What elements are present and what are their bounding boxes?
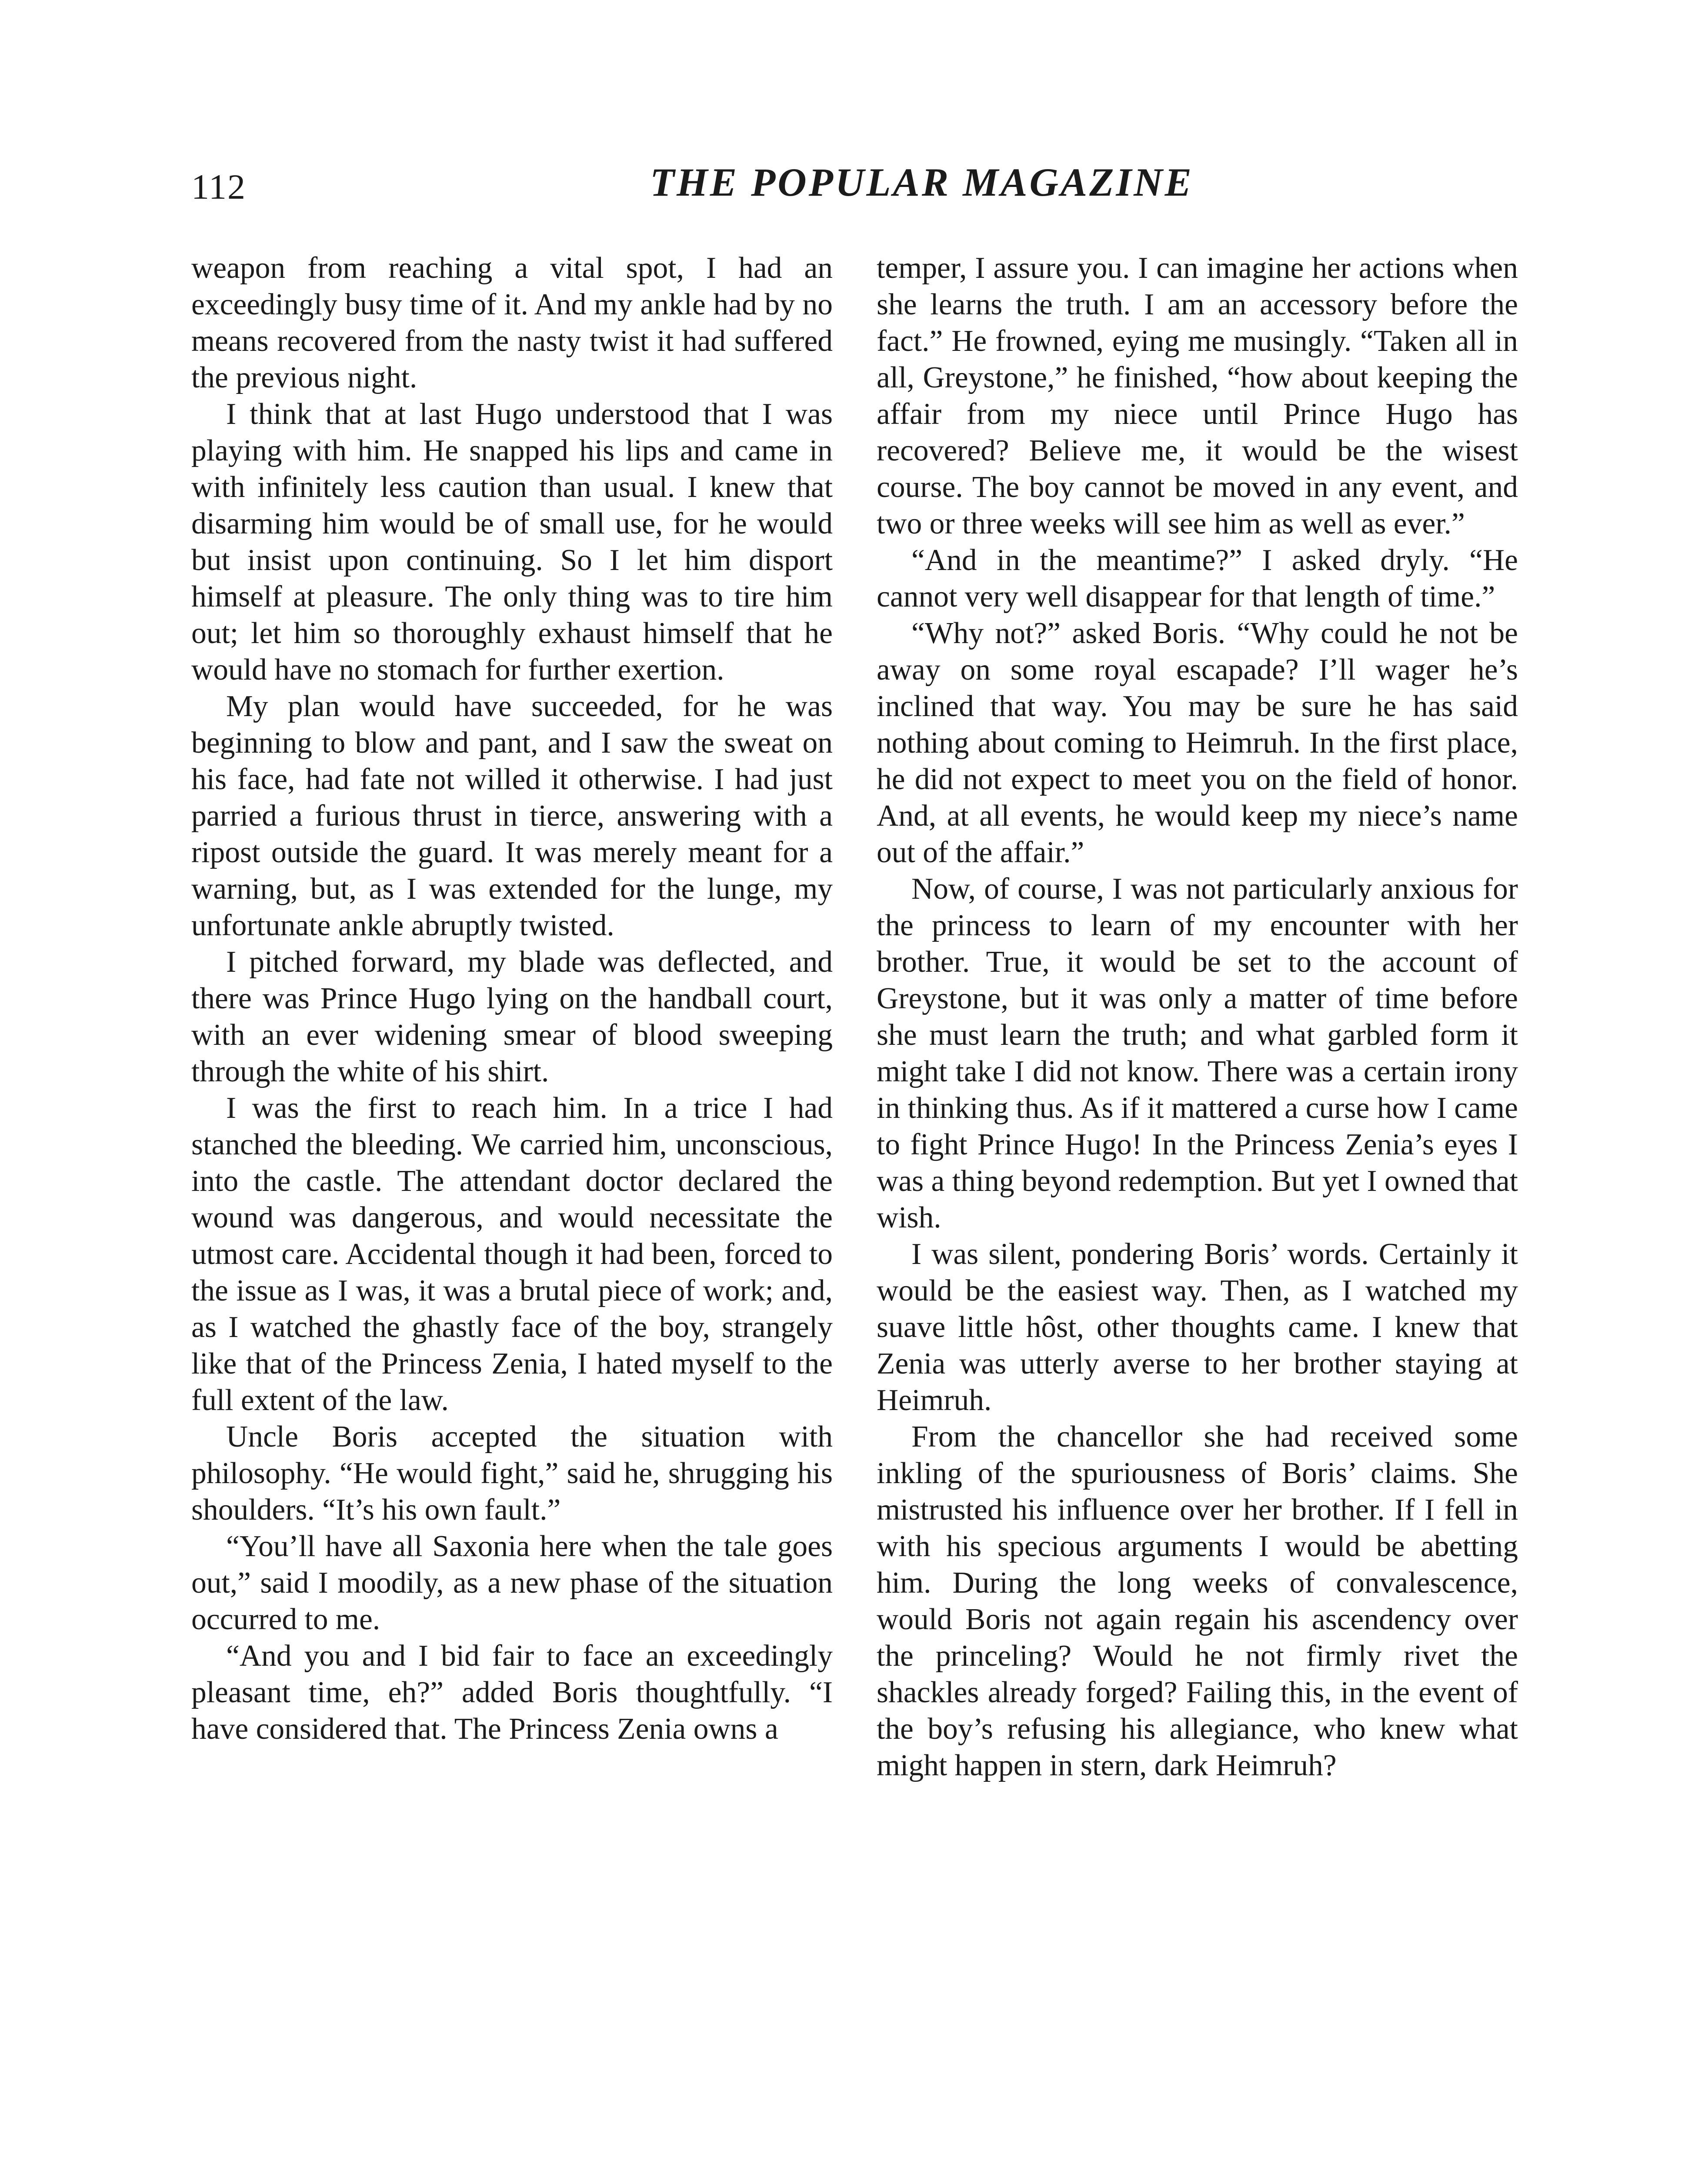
paragraph: weapon from reaching a vital spot, I had an exceedingly busy time of it. And my ankle had by no means recovered from the nasty twist it had suffered the previous night. — [191, 251, 833, 394]
paragraph: My plan would have succeeded, for he was beginning to blow and pant, and I saw the sweat on his face, had fate not willed it otherwise. I had just parried a furious thrust in tierce, answering with a ripost outside the guard. It was merely meant for a warning, but, as I was extended for the lunge, my unfortunate ankle abruptly twisted. — [191, 690, 833, 942]
paragraph: I think that at last Hugo understood that I was playing with him. He snapped his lips and came in with infinitely less caution than usual. I knew that disarming him would be of small use, for he would but insist upon continuing. So I let him disport himself at pleasure. The only thing was to tire him out; let him so thoroughly exhaust himself that he would have no stomach for further exertion. — [191, 397, 833, 687]
paragraph: From the chancellor she had received some inkling of the spuriousness of Boris’ claims. She mistrusted his influence over her brother. If I fell in with his specious arguments I would be abetting him. During the long weeks of convalescence, would Boris not again regain his ascendency over the princeling? Would he not firmly rivet the shackles already forged? Failing this, in the event of the boy’s refusing his allegiance, who knew what might happen in stern, dark Heimruh? — [877, 1420, 1518, 1782]
paragraph: “Why not?” asked Boris. “Why could he not be away on some royal escapade? I’ll wager he’s inclined that way. You may be sure he has said nothing about coming to Heimruh. In the first place, he did not expect to meet you on the field of honor. And, at all events, he would keep my niece’s name out of the affair.” — [877, 617, 1518, 869]
right-column — [877, 250, 1518, 1784]
paragraph: I was silent, pondering Boris’ words. Certainly it would be the easiest way. Then, as I watched my suave little hôst, other thoughts came. I knew that Zenia was utterly averse to her brother staying at Heimruh. — [877, 1237, 1518, 1417]
paragraph: Uncle Boris accepted the situation with philosophy. “He would fight,” said he, shrugging his shoulders. “It’s his own fault.” — [191, 1420, 833, 1527]
page-number: 112 — [191, 167, 246, 207]
left-column — [191, 250, 833, 1747]
paragraph: I pitched forward, my blade was deflected, and there was Prince Hugo lying on the handball court, with an ever widening smear of blood sweeping through the white of his shirt. — [191, 945, 833, 1088]
running-head: THE POPULAR MAGAZINE — [650, 160, 1194, 204]
paragraph: temper, I assure you. I can imagine her actions when she learns the truth. I am an accessory before the fact.” He frowned, eying me musingly. “Taken all in all, Greystone,” he finished, “how about keeping the affair from my niece until Prince Hugo has recovered? Believe me, it would be the wisest course. The boy cannot be moved in any event, and two or three weeks will see him as well as ever.” — [877, 251, 1518, 540]
paragraph: “And in the meantime?” I asked dryly. “He cannot very well disappear for that length of time.” — [877, 544, 1518, 614]
paragraph: Now, of course, I was not particularly anxious for the princess to learn of my encounter with her brother. True, it would be set to the account of Greystone, but it was only a matter of time before she must learn the truth; and what garbled form it might take I did not know. There was a certain irony in thinking thus. As if it mattered a curse how I came to fight Prince Hugo! In the Princess Zenia’s eyes I was a thing beyond redemption. But yet I owned that wish. — [877, 872, 1518, 1234]
paragraph: I was the first to reach him. In a trice I had stanched the bleeding. We carried him, unconscious, into the castle. The attendant doctor declared the wound was dangerous, and would necessitate the utmost care. Accidental though it had been, forced to the issue as I was, it was a brutal piece of work; and, as I watched the ghastly face of the boy, strangely like that of the Princess Zenia, I hated myself to the full extent of the law. — [191, 1091, 833, 1417]
paragraph: “And you and I bid fair to face an exceedingly pleasant time, eh?” added Boris thoughtfully. “I have considered that. The Princess Zenia owns a — [191, 1639, 833, 1746]
paragraph: “You’ll have all Saxonia here when the tale goes out,” said I moodily, as a new phase of the situation occurred to me. — [191, 1530, 833, 1636]
